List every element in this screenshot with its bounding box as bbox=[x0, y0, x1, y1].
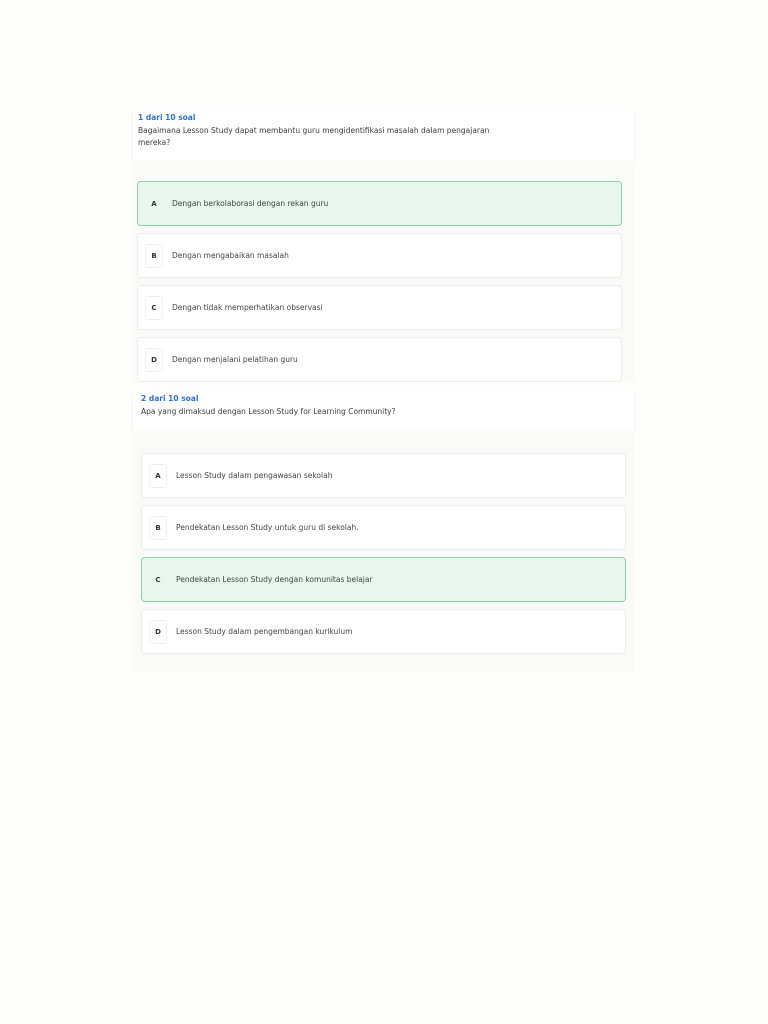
question-2-options bbox=[133, 431, 634, 672]
option-2-d[interactable] bbox=[141, 609, 626, 654]
question-1-text: Bagaimana Lesson Study dapat membantu guru mengidentifikasi masalah dalam pengajaran mereka? bbox=[138, 126, 490, 147]
question-1-counter: 1 dari 10 soal bbox=[138, 113, 196, 122]
option-2-a[interactable] bbox=[141, 453, 626, 498]
option-letter: C bbox=[155, 575, 161, 584]
option-2-b[interactable] bbox=[141, 505, 626, 550]
option-letter: D bbox=[149, 620, 167, 644]
question-2-header bbox=[133, 391, 634, 431]
option-letter: B bbox=[145, 244, 163, 268]
option-text: Dengan menjalani pelatihan guru bbox=[172, 355, 298, 364]
option-letter: C bbox=[145, 296, 163, 320]
option-text: Dengan tidak memperhatikan observasi bbox=[172, 303, 323, 312]
option-1-c[interactable] bbox=[137, 285, 622, 330]
option-text: Lesson Study dalam pengawasan sekolah bbox=[176, 471, 333, 480]
question-1 bbox=[133, 110, 634, 382]
option-text: Dengan mengabaikan masalah bbox=[172, 251, 289, 260]
option-letter: D bbox=[145, 348, 163, 372]
question-2 bbox=[133, 391, 634, 672]
option-letter: B bbox=[149, 516, 167, 540]
question-1-header bbox=[133, 110, 634, 160]
option-letter: A bbox=[149, 464, 167, 488]
question-2-text: Apa yang dimaksud dengan Lesson Study for Learning Community? bbox=[141, 407, 396, 417]
question-1-options bbox=[133, 160, 634, 382]
question-2-counter: 2 dari 10 soal bbox=[141, 394, 199, 403]
option-text: Pendekatan Lesson Study dengan komunitas belajar bbox=[176, 575, 373, 584]
option-letter: A bbox=[151, 199, 157, 208]
option-1-d[interactable] bbox=[137, 337, 622, 382]
option-text: Lesson Study dalam pengembangan kurikulum bbox=[176, 627, 353, 636]
option-text: Dengan berkolaborasi dengan rekan guru bbox=[172, 199, 329, 208]
option-1-b[interactable] bbox=[137, 233, 622, 278]
option-2-c[interactable] bbox=[141, 557, 626, 602]
option-1-a[interactable] bbox=[137, 181, 622, 226]
option-text: Pendekatan Lesson Study untuk guru di sekolah. bbox=[176, 523, 359, 532]
